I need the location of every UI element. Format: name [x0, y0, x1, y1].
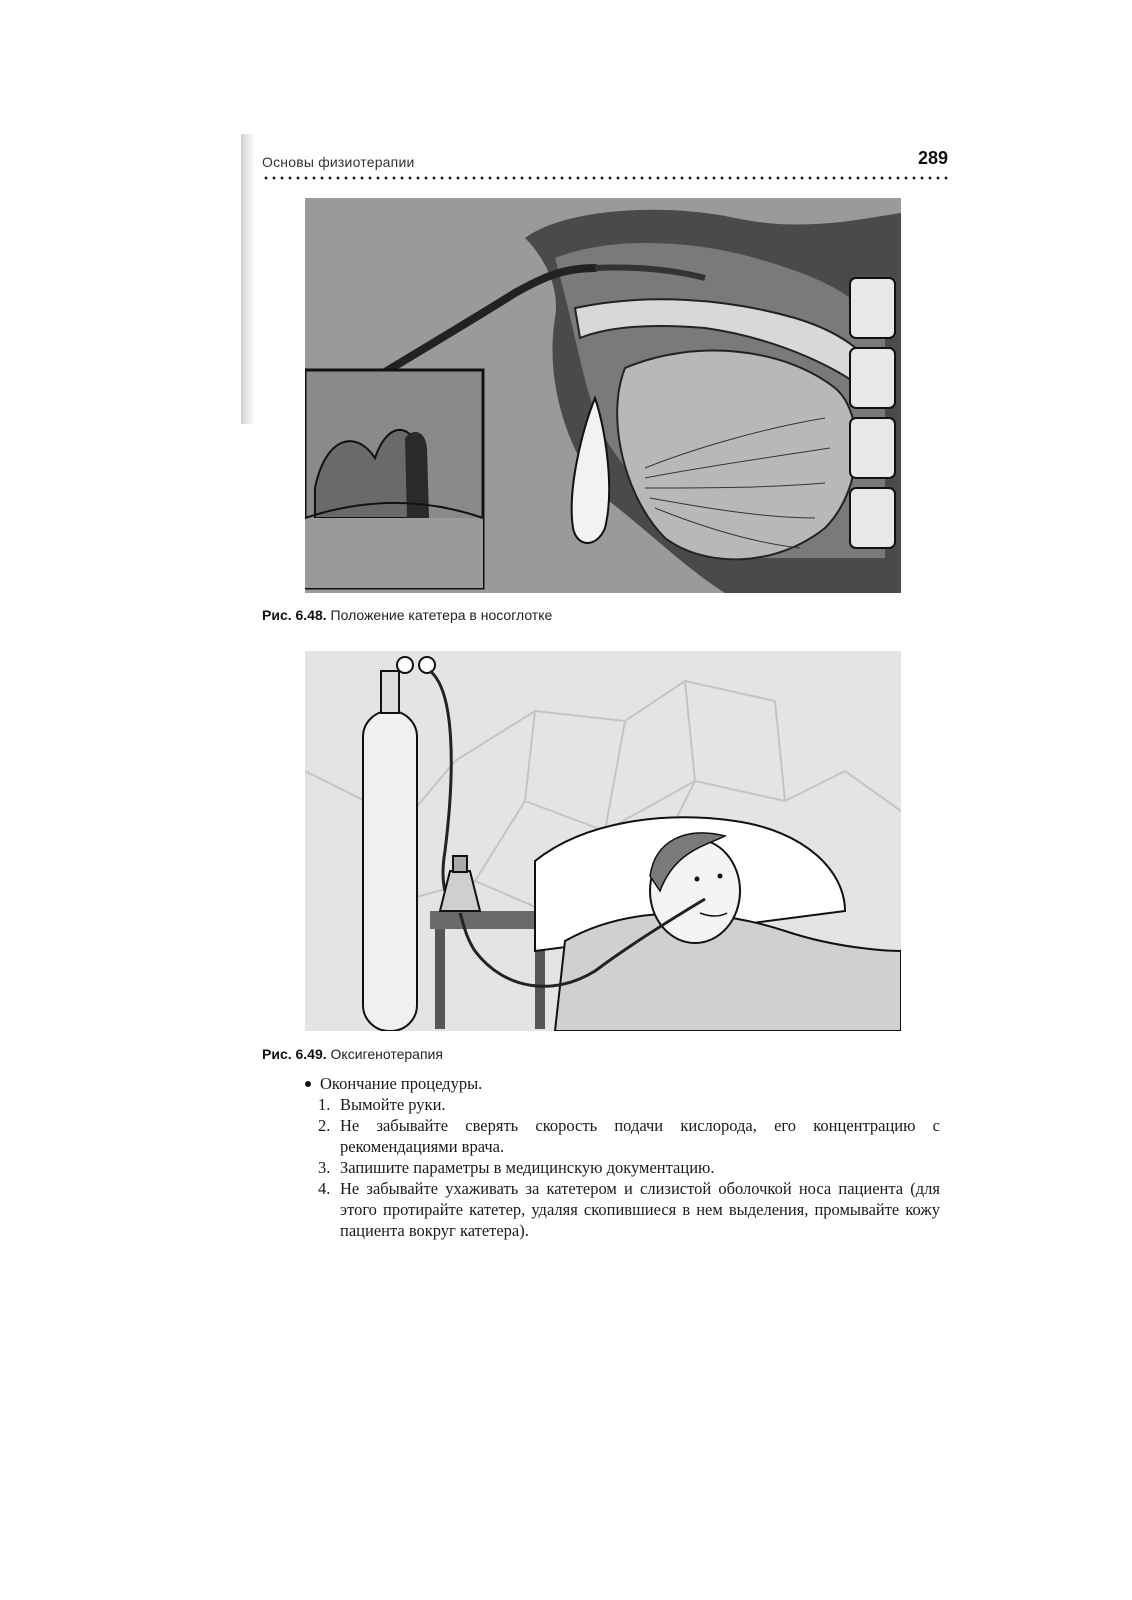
- figure-caption: [262, 607, 552, 623]
- running-title: Основы физиотерапии: [262, 154, 415, 170]
- step-number: 4.: [318, 1179, 331, 1198]
- list-item: [300, 1157, 940, 1178]
- step-text: Вымойте руки.: [340, 1095, 446, 1114]
- header-dotted-rule: [262, 176, 948, 180]
- step-number: 3.: [318, 1158, 331, 1177]
- nasopharynx-illustration: [305, 198, 901, 593]
- figure-caption: [262, 1046, 443, 1062]
- list-item: [300, 1115, 940, 1157]
- page-number: 289: [917, 148, 948, 168]
- step-text: Не забывайте ухаживать за катетером и слизистой оболочкой носа пациента (для этого протирайте катетер, удаляя скопившиеся в нем выделения, промывайте кожу пациента вокруг катетера).: [340, 1179, 940, 1240]
- procedure-steps: [300, 1073, 940, 1241]
- scan-edge-shadow: [241, 134, 255, 424]
- step-number: 1.: [318, 1095, 331, 1114]
- list-item: [300, 1178, 940, 1241]
- figure-label: Рис. 6.49.: [262, 1046, 327, 1062]
- figure-label: Рис. 6.48.: [262, 607, 327, 623]
- figure-caption-text: Оксигенотерапия: [330, 1046, 443, 1062]
- figure-oxygen-therapy: [305, 651, 901, 1031]
- section-heading: Окончание процедуры.: [300, 1073, 940, 1094]
- step-number: 2.: [318, 1116, 331, 1135]
- list-item: [300, 1094, 940, 1115]
- oxygen-therapy-illustration: [305, 651, 901, 1031]
- step-text: Не забывайте сверять скорость подачи кислорода, его концентрацию с рекомендациями врача.: [340, 1116, 940, 1156]
- step-text: Запишите параметры в медицинскую документацию.: [340, 1158, 715, 1177]
- page-header: [262, 148, 948, 188]
- figure-catheter-nasopharynx: [305, 198, 901, 593]
- figure-caption-text: Положение катетера в носоглотке: [330, 607, 553, 623]
